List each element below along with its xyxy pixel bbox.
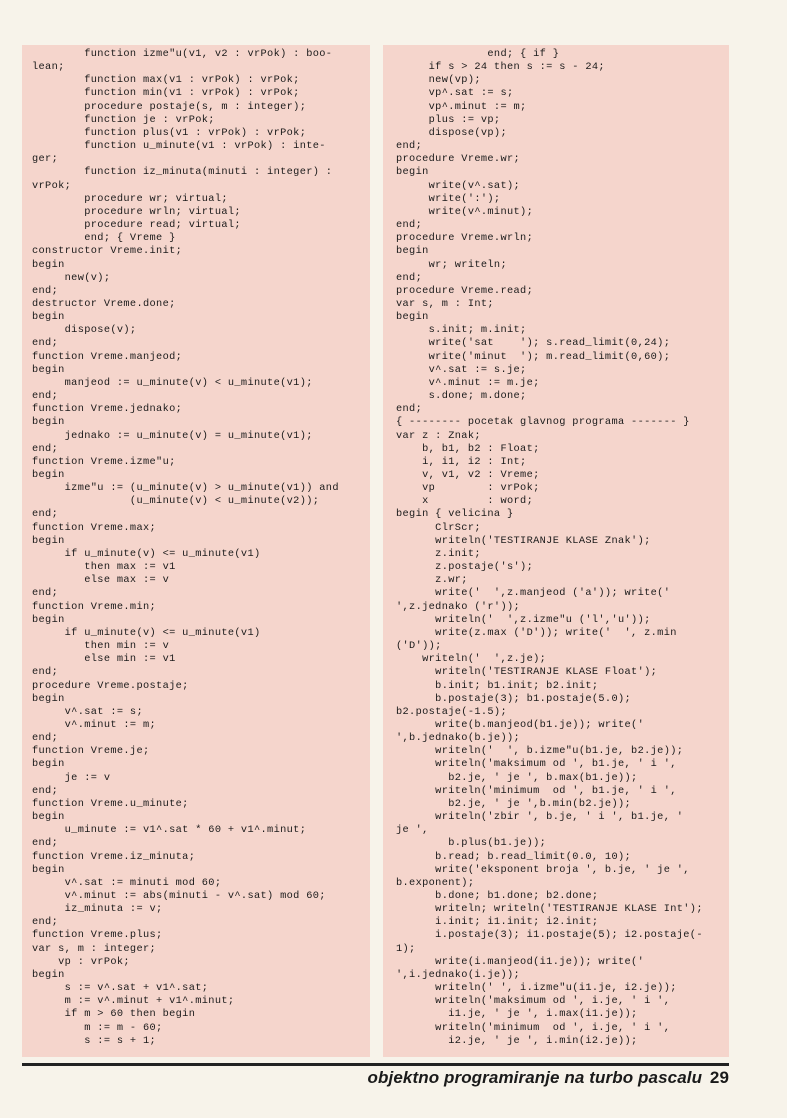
code-line: end;: [32, 337, 59, 350]
code-line: write(':');: [396, 192, 501, 205]
code-line: end;: [396, 140, 423, 153]
code-line: s.done; m.done;: [396, 390, 527, 403]
code-line: begin: [396, 311, 429, 324]
page-footer: [368, 1068, 729, 1088]
code-line: write(i.manjeod(i1.je)); write(': [396, 955, 645, 968]
code-line: { -------- pocetak glavnog programa ------- }: [396, 416, 690, 429]
code-line: begin: [32, 416, 65, 429]
code-line: if s > 24 then s := s - 24;: [396, 61, 605, 74]
code-line: end; { if }: [396, 48, 560, 60]
code-line: writeln(' ',z.je);: [396, 653, 547, 666]
code-line: 1);: [396, 942, 416, 955]
code-line: function Vreme.u_minute;: [32, 797, 189, 810]
code-line: s.init; m.init;: [396, 324, 527, 337]
code-line: function Vreme.iz_minuta;: [32, 850, 196, 863]
code-line: v^.sat := s;: [32, 705, 143, 718]
code-line: plus := vp;: [396, 113, 501, 126]
code-listing-left: [32, 48, 370, 1048]
code-line: function min(v1 : vrPok) : vrPok;: [32, 87, 300, 100]
code-line: end;: [32, 784, 59, 797]
code-line: z.postaje('s');: [396, 561, 534, 574]
code-line: write('eksponent broja ', b.je, ' je ',: [396, 863, 690, 876]
code-line: function max(v1 : vrPok) : vrPok;: [32, 74, 300, 87]
code-line: je := v: [32, 771, 111, 784]
footer-title: objektno programiranje na turbo pascalu: [367, 1068, 703, 1087]
code-line: b, b1, b2 : Float;: [396, 442, 540, 455]
code-line: end;: [396, 219, 423, 232]
code-line: vp^.minut := m;: [396, 100, 527, 113]
code-line: ger;: [32, 153, 59, 166]
code-line: then max := v1: [32, 561, 176, 574]
code-line: b2.postaje(-1.5);: [396, 705, 507, 718]
footer-rule: [22, 1063, 729, 1066]
code-line: writeln('maksimum od ', i.je, ' i ',: [396, 995, 671, 1008]
code-line: iz_minuta := v;: [32, 903, 163, 916]
code-line: begin: [32, 692, 65, 705]
code-line: i1.je, ' je ', i.max(i1.je));: [396, 1008, 638, 1021]
code-line: write(v^.minut);: [396, 205, 534, 218]
code-line: function iz_minuta(minuti : integer) :: [32, 166, 333, 179]
code-line: function Vreme.jednako;: [32, 403, 183, 416]
code-line: write(b.manjeod(b1.je)); write(': [396, 718, 645, 731]
code-column-left: [22, 45, 370, 1057]
code-line: writeln(' ', b.izme"u(b1.je, b2.je));: [396, 745, 684, 758]
code-line: new(v);: [32, 271, 111, 284]
code-line: write(v^.sat);: [396, 179, 521, 192]
code-line: v, v1, v2 : Vreme;: [396, 469, 540, 481]
code-line: writeln('zbir ', b.je, ' i ', b1.je, ': [396, 811, 684, 824]
code-line: writeln('minimum od ', b1.je, ' i ',: [396, 784, 677, 797]
code-line: begin: [32, 968, 65, 981]
code-line: end;: [32, 284, 59, 297]
code-line: b.done; b1.done; b2.done;: [396, 890, 599, 902]
code-line: (u_minute(v) < u_minute(v2));: [32, 495, 320, 508]
code-line: end;: [32, 916, 59, 929]
code-line: begin: [32, 613, 65, 626]
code-line: write('sat '); s.read_limit(0,24);: [396, 337, 671, 350]
code-line: begin { velicina }: [396, 508, 514, 521]
code-line: writeln('minimum od ', i.je, ' i ',: [396, 1021, 671, 1034]
code-line: v^.sat := minuti mod 60;: [32, 876, 222, 889]
code-line: i2.je, ' je ', i.min(i2.je));: [396, 1034, 638, 1047]
code-line: m := v^.minut + v1^.minut;: [32, 995, 235, 1008]
code-line: b2.je, ' je ', b.max(b1.je));: [396, 771, 638, 784]
code-line: wr; writeln;: [396, 258, 507, 271]
code-line: procedure Vreme.wr;: [396, 153, 521, 166]
code-line: end;: [32, 732, 59, 745]
code-line: vp^.sat := s;: [396, 87, 514, 100]
code-line: write('minut '); m.read_limit(0,60);: [396, 350, 671, 363]
code-line: then min := v: [32, 640, 170, 653]
code-line: end;: [32, 837, 59, 850]
code-line: begin: [396, 166, 429, 179]
code-line: ',z.jednako ('r'));: [396, 600, 521, 613]
code-line: end;: [32, 390, 59, 403]
code-line: u_minute := v1^.sat * 60 + v1^.minut;: [32, 824, 307, 837]
code-listing-right: [396, 48, 729, 1048]
code-line: i.init; i1.init; i2.init;: [396, 916, 599, 929]
code-line: writeln('maksimum od ', b1.je, ' i ',: [396, 758, 677, 771]
code-line: begin: [32, 758, 65, 771]
code-line: lean;: [32, 61, 65, 74]
code-line: var z : Znak;: [396, 429, 481, 442]
code-line: function Vreme.je;: [32, 745, 150, 758]
code-line: function Vreme.plus;: [32, 929, 163, 942]
code-line: begin: [32, 363, 65, 376]
code-line: if u_minute(v) <= u_minute(v1): [32, 547, 261, 560]
code-line: function Vreme.manjeod;: [32, 350, 183, 363]
code-line: end;: [396, 403, 423, 416]
code-line: destructor Vreme.done;: [32, 297, 176, 310]
code-line: constructor Vreme.init;: [32, 245, 183, 258]
code-line: b.postaje(3); b1.postaje(5.0);: [396, 692, 632, 705]
code-line: b.plus(b1.je));: [396, 837, 547, 850]
code-line: je ',: [396, 824, 429, 837]
code-line: function plus(v1 : vrPok) : vrPok;: [32, 126, 307, 139]
code-line: v^.sat := s.je;: [396, 363, 527, 376]
code-line: vp : vrPok;: [32, 955, 130, 968]
code-line: s := v^.sat + v1^.sat;: [32, 982, 209, 995]
code-line: procedure read; virtual;: [32, 219, 241, 232]
code-line: function Vreme.min;: [32, 600, 157, 613]
code-line: begin: [32, 258, 65, 271]
code-line: m := m - 60;: [32, 1021, 163, 1034]
code-line: i, i1, i2 : Int;: [396, 455, 527, 468]
code-line: write(z.max ('D')); write(' ', z.min: [396, 626, 677, 639]
code-line: var s, m : integer;: [32, 942, 157, 955]
code-line: dispose(vp);: [396, 126, 507, 139]
code-line: x : word;: [396, 495, 534, 508]
code-line: writeln(' ',z.izme"u ('l','u'));: [396, 613, 651, 626]
code-line: begin: [396, 245, 429, 258]
code-line: z.wr;: [396, 574, 468, 587]
code-line: begin: [32, 811, 65, 824]
code-line: end;: [32, 442, 59, 455]
code-line: ',b.jednako(b.je));: [396, 732, 521, 745]
code-line: else min := v1: [32, 653, 176, 666]
code-line: function Vreme.max;: [32, 521, 157, 534]
code-line: ',i.jednako(i.je));: [396, 968, 521, 981]
code-line: function izme"u(v1, v2 : vrPok) : boo-: [32, 48, 333, 60]
code-line: procedure wr; virtual;: [32, 192, 228, 205]
code-line: vrPok;: [32, 179, 72, 192]
code-line: writeln(' ', i.izme"u(i1.je, i2.je));: [396, 982, 677, 995]
code-line: begin: [32, 311, 65, 324]
code-line: b2.je, ' je ',b.min(b2.je));: [396, 797, 632, 810]
code-line: z.init;: [396, 547, 481, 560]
code-line: else max := v: [32, 574, 170, 587]
code-line: procedure Vreme.postaje;: [32, 679, 189, 692]
code-line: ClrScr;: [396, 521, 481, 534]
code-line: v^.minut := m;: [32, 718, 157, 731]
code-line: i.postaje(3); i1.postaje(5); i2.postaje(-: [396, 929, 703, 942]
code-column-right: [383, 45, 729, 1057]
code-line: procedure Vreme.wrln;: [396, 232, 534, 245]
code-line: end;: [32, 587, 59, 600]
code-line: end;: [32, 666, 59, 679]
code-line: procedure wrln; virtual;: [32, 205, 241, 218]
code-line: if m > 60 then begin: [32, 1008, 196, 1021]
code-line: b.exponent);: [396, 876, 475, 889]
code-line: end;: [32, 508, 59, 521]
code-line: b.read; b.read_limit(0.0, 10);: [396, 850, 632, 863]
code-line: function je : vrPok;: [32, 113, 215, 126]
code-line: end;: [396, 271, 423, 284]
code-line: ('D'));: [396, 640, 442, 653]
code-line: function Vreme.izme"u;: [32, 455, 176, 468]
code-line: write(' ',z.manjeod ('a')); write(': [396, 587, 671, 600]
code-line: var s, m : Int;: [396, 297, 494, 310]
code-line: b.init; b1.init; b2.init;: [396, 679, 599, 692]
code-line: s := s + 1;: [32, 1034, 157, 1047]
code-line: end; { Vreme }: [32, 232, 176, 245]
code-line: writeln('TESTIRANJE KLASE Znak');: [396, 534, 651, 547]
code-line: begin: [32, 534, 65, 547]
code-line: v^.minut := abs(minuti - v^.sat) mod 60;: [32, 890, 326, 902]
code-line: if u_minute(v) <= u_minute(v1): [32, 626, 261, 639]
page-number: 29: [709, 1068, 729, 1087]
code-line: function u_minute(v1 : vrPok) : inte-: [32, 140, 326, 153]
code-line: procedure postaje(s, m : integer);: [32, 100, 307, 113]
code-line: vp : vrPok;: [396, 482, 540, 495]
code-line: jednako := u_minute(v) = u_minute(v1);: [32, 429, 313, 442]
code-line: writeln; writeln('TESTIRANJE KLASE Int');: [396, 903, 703, 916]
code-line: procedure Vreme.read;: [396, 284, 534, 297]
code-line: begin: [32, 863, 65, 876]
code-line: izme"u := (u_minute(v) > u_minute(v1)) and: [32, 482, 339, 495]
code-line: writeln('TESTIRANJE KLASE Float');: [396, 666, 658, 679]
code-line: v^.minut := m.je;: [396, 376, 540, 389]
code-line: new(vp);: [396, 74, 481, 87]
code-line: begin: [32, 469, 65, 481]
code-line: dispose(v);: [32, 324, 137, 337]
code-line: manjeod := u_minute(v) < u_minute(v1);: [32, 376, 313, 389]
